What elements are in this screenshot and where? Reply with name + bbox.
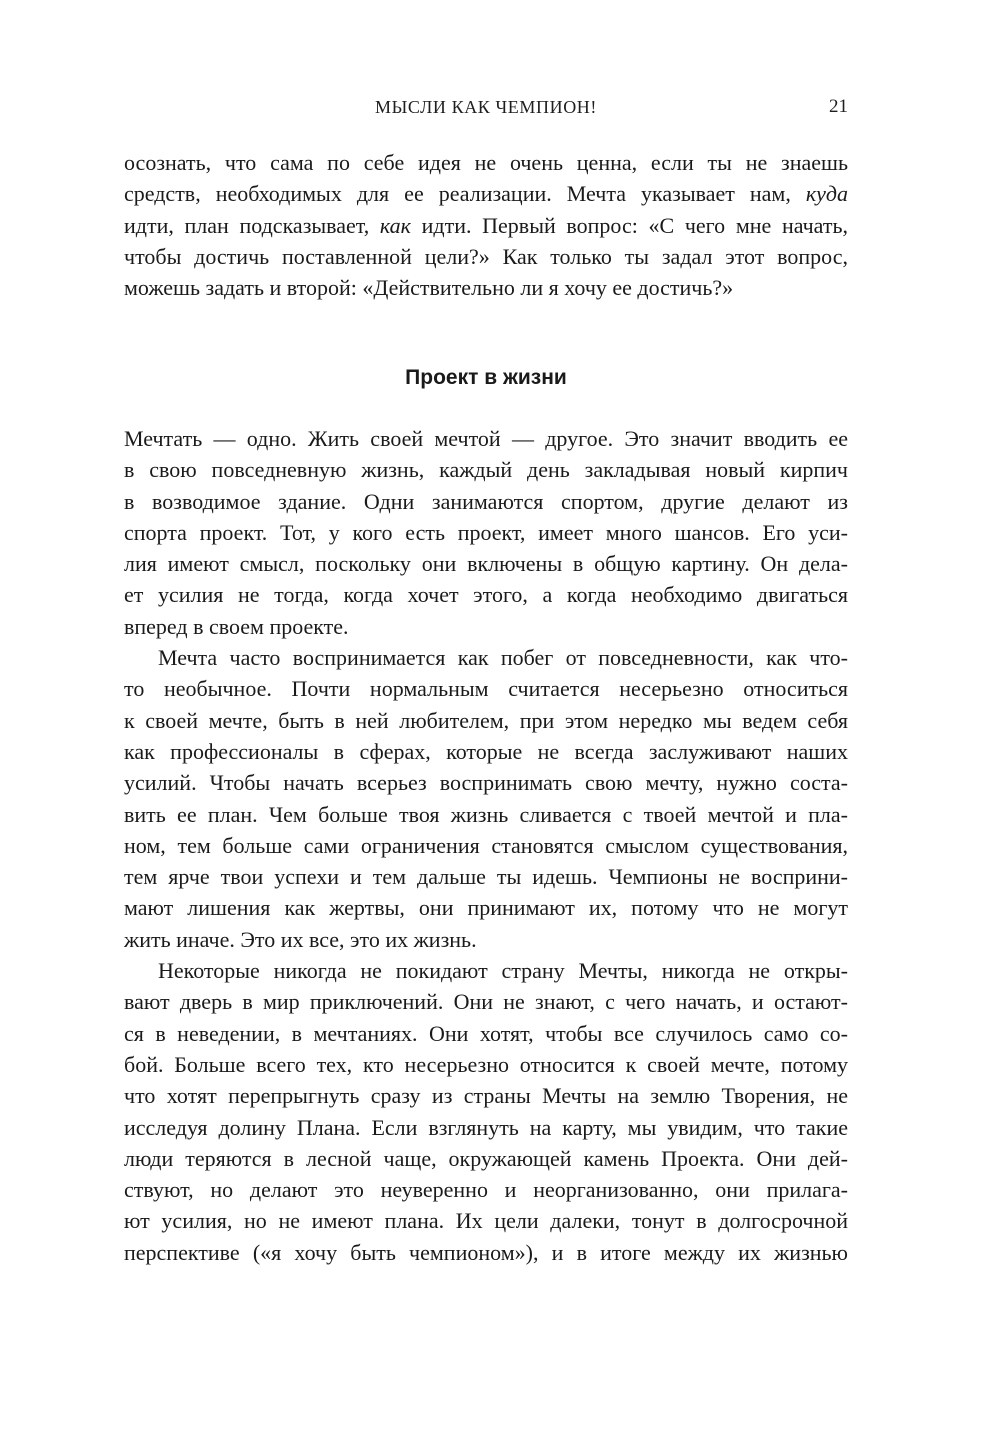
text-line: жить иначе. Это их все, это их жизнь.: [124, 926, 477, 952]
section-body: [124, 423, 848, 1268]
text-line: что хотят перепрыгнуть сразу из страны Мечты на землю Творения, не: [124, 1083, 848, 1109]
running-header: [124, 93, 848, 121]
text-line: Мечта часто воспринимается как побег от повседневности, как что-: [158, 645, 848, 671]
text-line: можешь задать и второй: «Действительно ли я хочу ее достичь?»: [124, 275, 734, 301]
text-line: тем ярче твои успехи и тем дальше ты идешь. Чемпионы не восприни-: [124, 864, 848, 890]
text-line: [124, 210, 848, 241]
text-line: вить ее план. Чем больше твоя жизнь сливается с твоей мечтой и пла-: [124, 801, 848, 827]
text-line: ся в неведении, в мечтаниях. Они хотят, чтобы все случилось само со-: [124, 1020, 848, 1046]
text-line: осознать, что сама по себе идея не очень ценна, если ты не знаешь: [124, 150, 848, 175]
text-line: усилий. Чтобы начать всерьез воспринимать свою мечту, нужно соста-: [124, 770, 848, 796]
text-line: люди теряются в лесной чаще, окружающей камень Проекта. Они дей-: [124, 1145, 848, 1171]
text-line: вперед в своем проекте.: [124, 613, 349, 639]
text-segment: средств, необходимых для ее реализации. Мечта указывает нам,: [124, 181, 806, 207]
paragraph-2: [124, 642, 848, 955]
italic-word: как: [379, 212, 411, 238]
text-line: в свою повседневную жизнь, каждый день закладывая новый кирпич: [124, 457, 848, 483]
text-line: то необычное. Почти нормальным считается несерьезно относиться: [124, 676, 848, 702]
paragraph-3: [124, 955, 848, 1268]
text-line: [124, 178, 848, 209]
italic-word: куда: [805, 181, 848, 207]
text-line: лия имеют смысл, поскольку они включены в общую картину. Он дела-: [124, 551, 848, 577]
text-line: перспективе («я хочу быть чемпионом»), и в итоге между их жизнью: [124, 1239, 848, 1265]
page-number: 21: [829, 96, 848, 117]
text-line: ют усилия, но не имеют плана. Их цели далеки, тонут в долгосрочной: [124, 1208, 848, 1234]
text-line: Мечтать — одно. Жить своей мечтой — другое. Это значит вводить ее: [124, 426, 848, 451]
text-line: вают дверь в мир приключений. Они не знают, с чего начать, и остают-: [124, 989, 848, 1015]
text-line: бой. Больше всего тех, кто несерьезно относится к своей мечте, потому: [124, 1051, 848, 1077]
paragraph-1: [124, 423, 848, 642]
text-line: ном, тем больше сами ограничения становятся смыслом существования,: [124, 832, 848, 858]
text-line: Некоторые никогда не покидают страну Мечты, никогда не откры-: [158, 958, 848, 984]
text-line: ет усилия не тогда, когда хочет этого, а когда необходимо двигаться: [124, 582, 848, 608]
section-heading: Проект в жизни: [405, 366, 567, 389]
running-title: МЫСЛИ КАК ЧЕМПИОН!: [375, 97, 597, 117]
text-line: как профессионалы в сферах, которые не всегда заслуживают наших: [124, 738, 848, 764]
text-segment: идти, план подсказывает,: [124, 212, 380, 238]
text-line: мают лишения как жертвы, они принимают их, потому что не могут: [124, 895, 848, 921]
text-line: спорта проект. Тот, у кого есть проект, имеет много шансов. Его уси-: [124, 519, 848, 545]
text-line: чтобы достичь поставленной цели?» Как только ты задал этот вопрос,: [124, 243, 848, 269]
intro-paragraph: [124, 147, 848, 303]
text-segment: идти. Первый вопрос: «С чего мне начать,: [410, 212, 849, 238]
text-line: ствуют, но делают это неуверенно и неорганизованно, они прилага-: [124, 1177, 848, 1203]
text-line: в возводимое здание. Одни занимаются спортом, другие делают из: [124, 488, 848, 514]
text-line: исследуя долину Плана. Если взглянуть на карту, мы увидим, что такие: [124, 1114, 848, 1140]
text-line: к своей мечте, быть в ней любителем, при этом нередко мы ведем себя: [124, 707, 848, 733]
